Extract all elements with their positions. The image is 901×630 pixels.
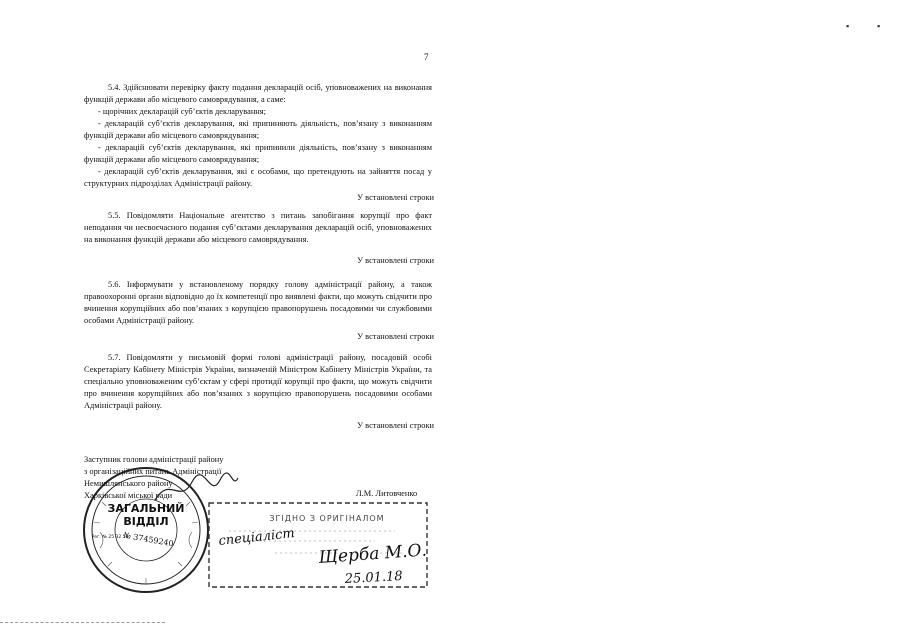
section-5-7-due: У встановлені строки [357, 421, 434, 430]
scan-edge-mark [0, 622, 165, 627]
signer-line-2: з організаційних питань Адміністрації [84, 467, 222, 476]
section-5-5-due: У встановлені строки [357, 256, 434, 265]
corner-mark-2: ▪ [877, 21, 881, 31]
section-5-5 [84, 210, 432, 246]
approval-stamp [205, 497, 431, 595]
corner-mark-1: ▪ [846, 21, 850, 31]
signer-name: Л.М. Литовченко [356, 489, 418, 498]
section-5-4-bullet-4: - декларацій суб’єктів декларування, які є особами, що претендують на зайняття посад у структурних підрозділах Адміністрації району. [84, 167, 432, 188]
signer-line-4: Харківської міської ради [84, 491, 173, 500]
section-5-4-bullet-1: - щорічних декларацій суб’єктів декларування; [98, 107, 266, 116]
signer-line-3: Немишлянського району [84, 479, 173, 488]
section-5-4-bullet-2: - декларацій суб’єктів декларування, які припиняють діяльність, пов’язану з виконанням функцій держави або місцевого самоврядування; [84, 119, 432, 140]
section-5-7 [84, 352, 432, 412]
stamp-handwritten-date: 25.01.18 [344, 568, 404, 587]
section-5-6 [84, 279, 432, 327]
stamp-header: ЗГІДНО З ОРИГІНАЛОМ [269, 514, 385, 523]
section-5-5-text: 5.5. Повідомляти Національне агентство з питань запобігання корупції про факт неподання чи несвоєчасного подання суб’єктами декларування декларацій осіб, уповноважених на виконання функцій держави або місцевого самоврядування. [84, 211, 432, 244]
section-5-6-due: У встановлені строки [357, 332, 434, 341]
section-5-4-bullet-3: - декларацій суб’єктів декларування, які припинили діяльність, пов’язану з виконанням функцій держави або місцевого самоврядування; [84, 143, 432, 164]
section-5-4-intro: 5.4. Здійснювати перевірку факту подання декларацій осіб, уповноважених на виконання функцій держави або місцевого самоврядування, а саме: [84, 83, 432, 104]
seal-center-bottom: ВІДДІЛ [123, 515, 169, 528]
section-5-7-text: 5.7. Повідомляти у письмовій формі голові адміністрації району, посадовій особі Секретаріату Кабінету Міністрів України, визначеній Міністром Кабінету Міністрів України, та спеціально уповноваженим суб’єктам у сфері протидії корупції про факти, що можуть свідчити про вчинення корупційних або пов’язаних з корупцією правопорушень посадовими особами Адміністрації району. [84, 353, 432, 410]
seal-number: № 37459240 [122, 530, 175, 549]
seal-code: Рег. № 25 32 56 [91, 535, 129, 540]
page-number: 7 [424, 52, 429, 62]
signer-line-1: Заступник голови адміністрації району [84, 455, 224, 464]
section-5-6-text: 5.6. Інформувати у встановленому порядку голову адміністрації району, а також правоохоронні органи відповідно до їх компетенції про виявлені факти, що можуть свідчити про вчинення корупційних або пов’язаних з корупцією правопорушень посадовими чи службовими особами Адміністрації району. [84, 280, 432, 325]
stamp-handwritten-name: Щерба М.О. [317, 540, 428, 568]
seal-center-top: ЗАГАЛЬНИЙ [107, 502, 185, 515]
section-5-4 [84, 82, 432, 190]
stamp-handwritten-role: спеціаліст [217, 526, 296, 549]
section-5-4-due: У встановлені строки [357, 193, 434, 202]
